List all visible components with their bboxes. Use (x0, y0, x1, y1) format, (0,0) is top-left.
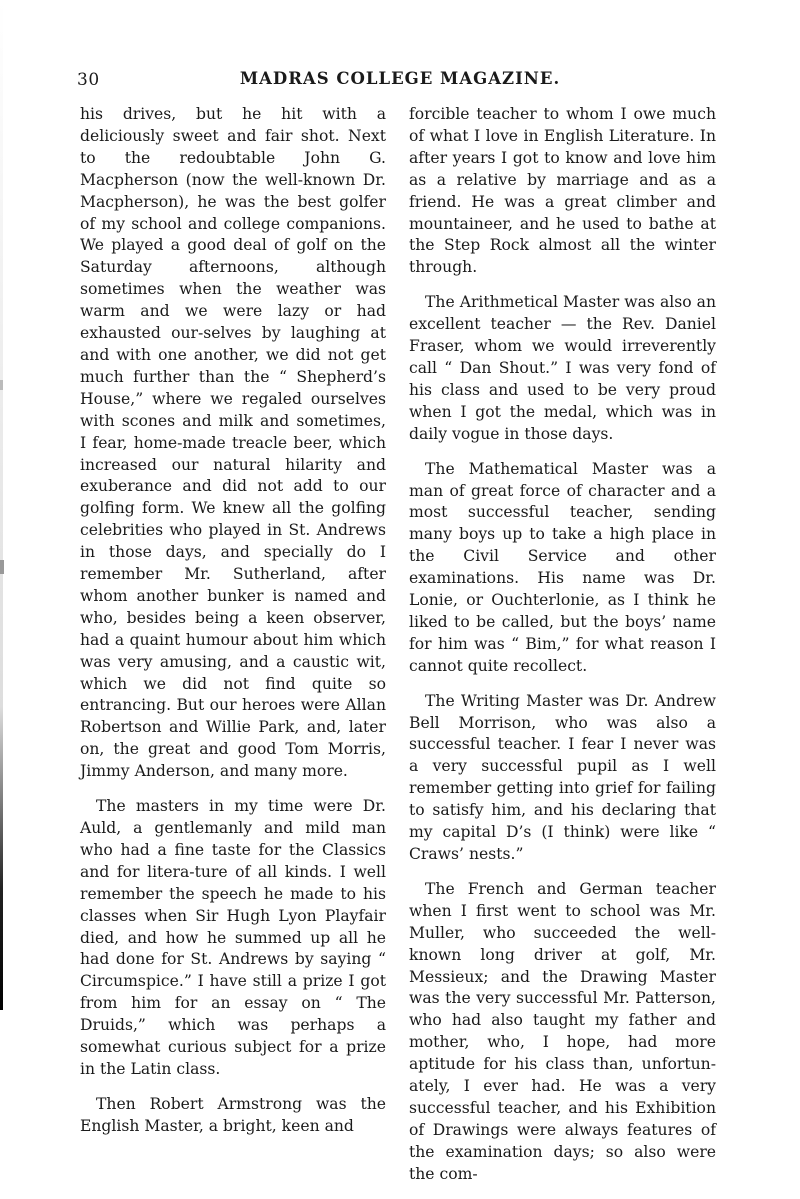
paragraph: The French and German teacher when I first went to school was Mr. Muller, who succeeded the well-known long driver at golf, Mr. Messieux; and the Drawing Master was the very successful Mr. Patterson, who had also taught my father and mother, who, I hope, had more aptitude for his class than, unfortun-ately, I ever had. He was a very successful teacher, and his Exhibition of Drawings were always features of the examination days; so also were the com- (409, 879, 716, 1183)
paragraph: The masters in my time were Dr. Auld, a gentlemanly and mild man who had a fine taste for the Classics and for litera-ture of all kinds. I well remember the speech he made to his classes when Sir Hugh Lyon Playfair died, and how he summed up all he had done for St. Andrews by saying “ Circumspice.” I have still a prize I got from him for an essay on “ The Druids,” which was perhaps a somewhat curious subject for a prize in the Latin class. (80, 797, 386, 1078)
scan-mark (0, 380, 3, 390)
left-column (80, 104, 386, 1151)
running-head-title: MADRAS COLLEGE MAGAZINE. (239, 69, 561, 88)
paragraph: his drives, but he hit with a deliciously sweet and fair shot. Next to the redoubtable John G. Macpherson (now the well-known Dr. Macpherson), he was the best golfer of my school and college companions. We played a good deal of golf on the Saturday afternoons, although sometimes when the weather was warm and we were lazy or had exhausted our-selves by laughing at and with one another, we did not get much further than the “ Shepherd’s House,” where we regaled ourselves with scones and milk and sometimes, I fear, home-made treacle beer, which increased our natural hilarity and exuberance and did not add to our golfing form. We knew all the golfing celebrities who played in St. Andrews in those days, and specially do I remember Mr. Sutherland, after whom another bunker is named and who, besides being a keen observer, had a quaint humour about him which was very amusing, and a caustic wit, which we did not find quite so entrancing. But our heroes were Allan Robertson and Willie Park, and, later on, the great and good Tom Morris, Jimmy Anderson, and many more. (80, 105, 386, 781)
paragraph: Then Robert Armstrong was the English Master, a bright, keen and (80, 1094, 386, 1135)
paragraph: The Mathematical Master was a man of great force of character and a most successful teacher, sending many boys up to take a high place in the Civil Service and other examinations. His name was Dr. Lonie, or Ouchterlonie, as I think he liked to be called, but the boys’ name for him was “ Bim,” for what reason I cannot quite recollect. (409, 459, 716, 675)
scan-edge-shadow (0, 0, 3, 1010)
paragraph: The Writing Master was Dr. Andrew Bell Morrison, who was also a successful teacher. I fear I never was a very successful pupil as I well remember getting into grief for failing to satisfy him, and his declaring that my capital D’s (I think) were like “ Craws’ nests.” (409, 691, 716, 863)
right-column (409, 104, 716, 1199)
scan-mark (0, 560, 4, 574)
page-number: 30 (77, 70, 100, 90)
paragraph: forcible teacher to whom I owe much of what I love in English Literature. In after years I got to know and love him as a relative by marriage and as a friend. He was a great climber and mountaineer, and he used to bathe at the Step Rock almost all the winter through. (409, 105, 716, 277)
paragraph: The Arithmetical Master was also an excellent teacher — the Rev. Daniel Fraser, whom we would irreverently call “ Dan Shout.” I was very fond of his class and used to be very proud when I got the medal, which was in daily vogue in those days. (409, 293, 716, 443)
